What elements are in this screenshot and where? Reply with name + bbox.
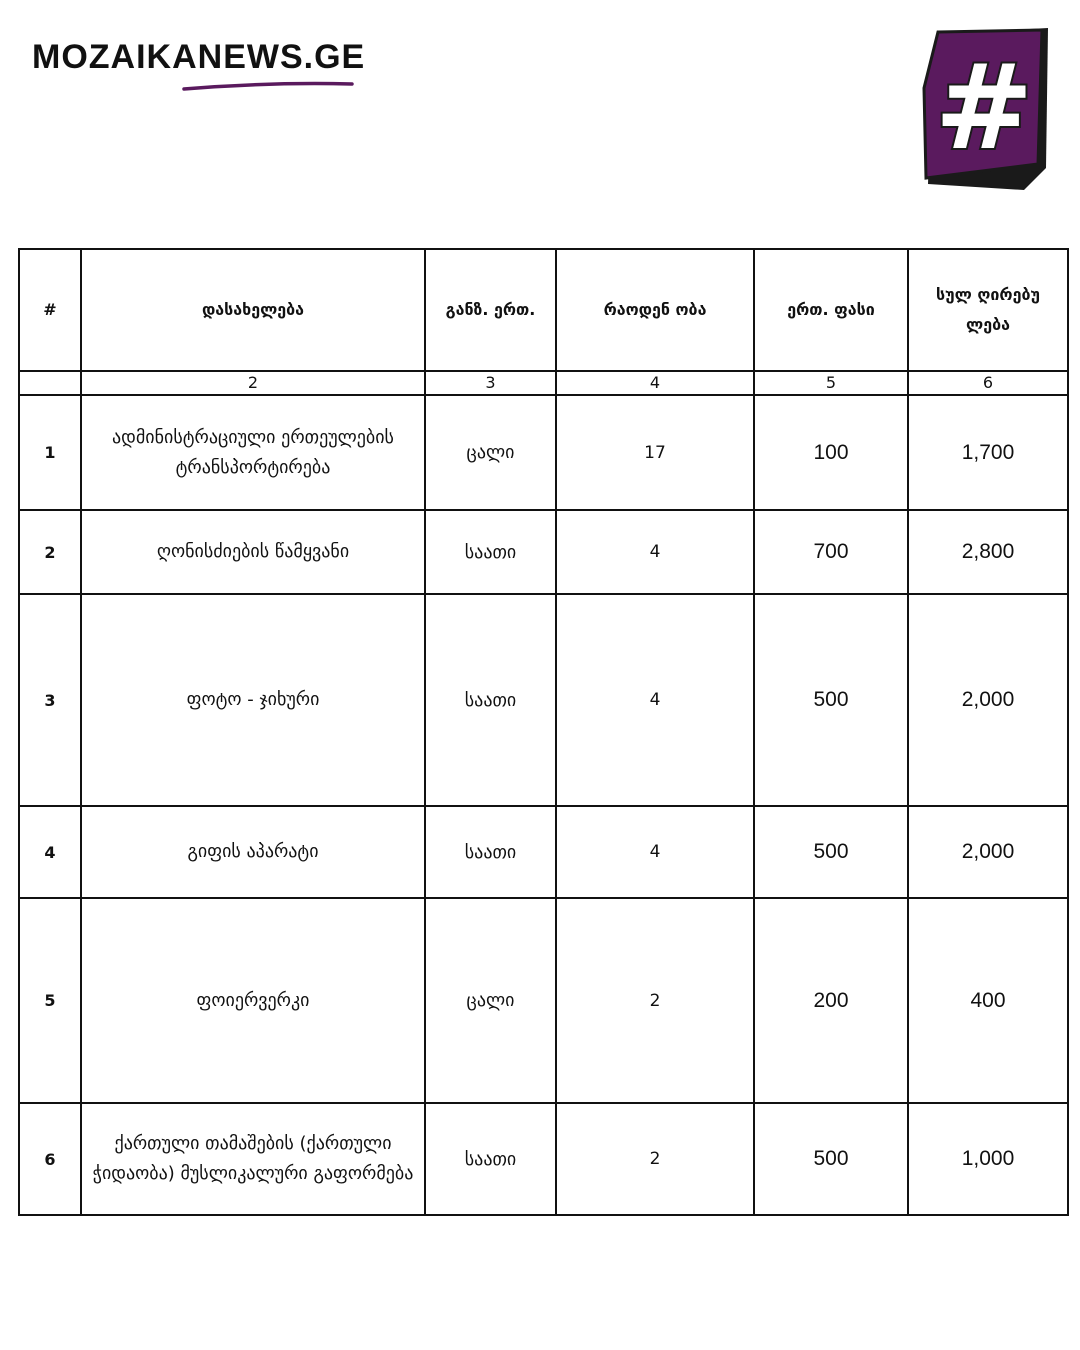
row-name: ფოიერვერკი (81, 898, 425, 1103)
brand-title: MOZAIKANEWS.GE (32, 38, 366, 76)
row-name: ადმინისტრაციული ერთეულების ტრანსპორტირება (81, 395, 425, 510)
row-unit: საათი (425, 510, 556, 594)
hashtag-logo-icon (920, 28, 1052, 198)
row-unit: ცალი (425, 395, 556, 510)
row-total: 400 (908, 898, 1068, 1103)
row-name: ფოტო - ჯიხური (81, 594, 425, 806)
row-unit: საათი (425, 594, 556, 806)
col-header-unit: განზ. ერთ. (425, 249, 556, 371)
row-index: 5 (19, 898, 81, 1103)
col-header-unit-price: ერთ. ფასი (754, 249, 908, 371)
col-header-index: # (19, 249, 81, 371)
column-number: 3 (425, 371, 556, 395)
table-row (19, 395, 1068, 510)
row-name: გიფის აპარატი (81, 806, 425, 898)
table-row (19, 1103, 1068, 1215)
row-total: 2,000 (908, 806, 1068, 898)
column-number: 5 (754, 371, 908, 395)
table-row (19, 806, 1068, 898)
header-row (19, 249, 1068, 371)
row-unit-price: 100 (754, 395, 908, 510)
row-quantity: 2 (556, 898, 754, 1103)
col-header-quantity: რაოდენ ობა (556, 249, 754, 371)
row-unit: საათი (425, 1103, 556, 1215)
row-total: 2,800 (908, 510, 1068, 594)
row-name: ქართული თამაშების (ქართული ჭიდაობა) მუსლიკალური გაფორმება (81, 1103, 425, 1215)
table-row (19, 594, 1068, 806)
row-total: 1,700 (908, 395, 1068, 510)
row-index: 4 (19, 806, 81, 898)
row-quantity: 2 (556, 1103, 754, 1215)
table-row (19, 510, 1068, 594)
row-unit-price: 500 (754, 1103, 908, 1215)
col-header-total: სულ ღირებუ ლება (908, 249, 1068, 371)
row-name: ღონისძიების წამყვანი (81, 510, 425, 594)
row-quantity: 4 (556, 806, 754, 898)
column-number (19, 371, 81, 395)
logo-symbol: # (934, 38, 1034, 176)
col-header-name: დასახელება (81, 249, 425, 371)
row-index: 2 (19, 510, 81, 594)
row-total: 1,000 (908, 1103, 1068, 1215)
row-unit-price: 500 (754, 806, 908, 898)
row-index: 6 (19, 1103, 81, 1215)
row-index: 1 (19, 395, 81, 510)
row-total: 2,000 (908, 594, 1068, 806)
column-number: 4 (556, 371, 754, 395)
price-table (18, 248, 1069, 1216)
row-quantity: 4 (556, 510, 754, 594)
row-unit: საათი (425, 806, 556, 898)
row-unit-price: 200 (754, 898, 908, 1103)
row-quantity: 4 (556, 594, 754, 806)
row-quantity: 17 (556, 395, 754, 510)
table-row (19, 898, 1068, 1103)
column-number-row (19, 371, 1068, 395)
row-unit-price: 700 (754, 510, 908, 594)
row-unit-price: 500 (754, 594, 908, 806)
column-number: 2 (81, 371, 425, 395)
column-number: 6 (908, 371, 1068, 395)
row-unit: ცალი (425, 898, 556, 1103)
brand-underline (182, 80, 354, 92)
row-index: 3 (19, 594, 81, 806)
